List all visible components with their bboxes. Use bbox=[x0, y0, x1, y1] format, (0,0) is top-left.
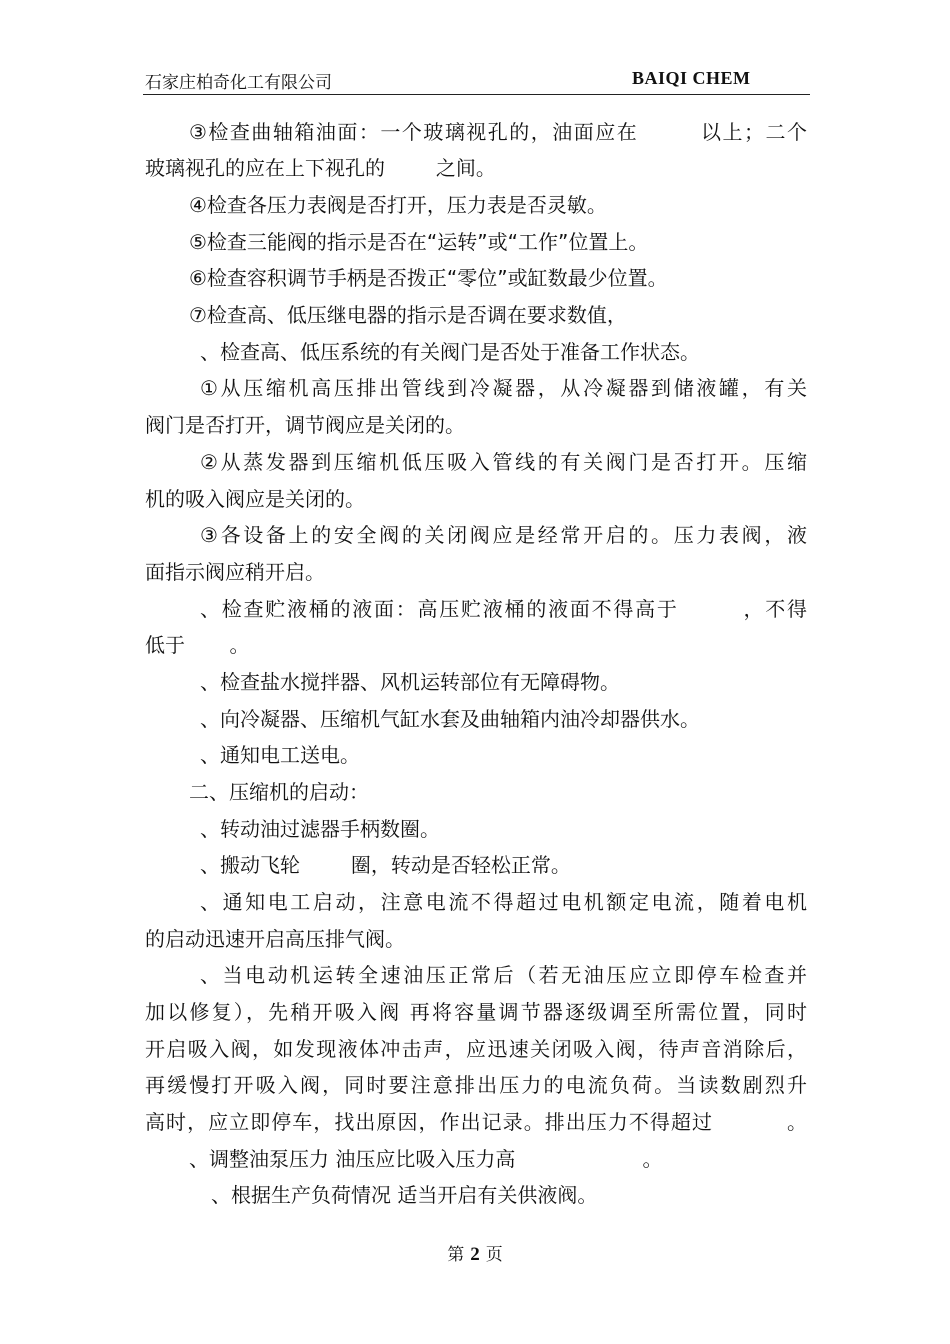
text-line: 面指示阀应稍开启。 bbox=[145, 560, 325, 584]
page-number-value: 2 bbox=[470, 1244, 480, 1265]
text-line: 玻璃视孔的应在上下视孔的 之间。 bbox=[145, 156, 496, 180]
text-line: 、检查盐水搅拌器、风机运转部位有无障碍物。 bbox=[200, 670, 620, 694]
text-line: 再缓慢打开吸入阀，同时要注意排出压力的电流负荷。当读数剧烈升 bbox=[145, 1073, 807, 1097]
page-header-company: 石家庄柏奇化工有限公司 bbox=[145, 73, 332, 93]
text-line: 、根据生产负荷情况 适当开启有关供液阀。 bbox=[211, 1183, 598, 1207]
text-line: ④检查各压力表阀是否打开，压力表是否灵敏。 bbox=[189, 193, 607, 217]
page-header-brand: BAIQI CHEM bbox=[632, 68, 751, 88]
text-line: 高时，应立即停车，找出原因，作出记录。排出压力不得超过 。 bbox=[145, 1110, 807, 1134]
header-divider bbox=[143, 94, 810, 95]
page-number-suffix: 页 bbox=[485, 1245, 503, 1265]
text-line: 、向冷凝器、压缩机气缸水套及曲轴箱内油冷却器供水。 bbox=[200, 707, 700, 731]
text-line: 、调整油泵压力 油压应比吸入压力高 。 bbox=[189, 1147, 663, 1171]
text-line: 的启动迅速开启高压排气阀。 bbox=[145, 927, 405, 951]
text-line: 、转动油过滤器手柄数圈。 bbox=[200, 817, 440, 841]
text-line: 、搬动飞轮 圈，转动是否轻松正常。 bbox=[200, 853, 571, 877]
text-line: 、检查贮液桶的液面：高压贮液桶的液面不得高于 ，不得 bbox=[200, 597, 807, 621]
text-line: 阀门是否打开，调节阀应是关闭的。 bbox=[145, 413, 465, 437]
section-heading: 二、压缩机的启动： bbox=[189, 780, 369, 804]
text-line: 低于 。 bbox=[145, 633, 250, 657]
text-line: 、通知电工启动，注意电流不得超过电机额定电流，随着电机 bbox=[200, 890, 807, 914]
page-number bbox=[0, 1240, 950, 1266]
text-line: ③检查曲轴箱油面：一个玻璃视孔的，油面应在 以上；二个 bbox=[189, 120, 807, 144]
text-line: ②从蒸发器到压缩机低压吸入管线的有关阀门是否打开。压缩 bbox=[200, 450, 807, 474]
text-line: ⑦检查高、低压继电器的指示是否调在要求数值， bbox=[189, 303, 627, 327]
text-line: 机的吸入阀应是关闭的。 bbox=[145, 487, 365, 511]
text-line: ①从压缩机高压排出管线到冷凝器，从冷凝器到储液罐，有关 bbox=[200, 376, 807, 400]
text-line: 开启吸入阀，如发现液体冲击声，应迅速关闭吸入阀，待声音消除后， bbox=[145, 1037, 807, 1061]
page-number-prefix: 第 bbox=[447, 1245, 465, 1265]
text-line: 、通知电工送电。 bbox=[200, 743, 360, 767]
text-line: ⑤检查三能阀的指示是否在“运转”或“工作”位置上。 bbox=[189, 230, 649, 254]
text-line: ③各设备上的安全阀的关闭阀应是经常开启的。压力表阀，液 bbox=[200, 523, 807, 547]
text-line: ⑥检查容积调节手柄是否拨正“零位”或缸数最少位置。 bbox=[189, 266, 668, 290]
text-line: 、当电动机运转全速油压正常后（若无油压应立即停车检查并 bbox=[200, 963, 807, 987]
text-line: 、检查高、低压系统的有关阀门是否处于准备工作状态。 bbox=[200, 340, 700, 364]
text-line: 加以修复），先稍开吸入阀 再将容量调节器逐级调至所需位置，同时 bbox=[145, 1000, 807, 1024]
